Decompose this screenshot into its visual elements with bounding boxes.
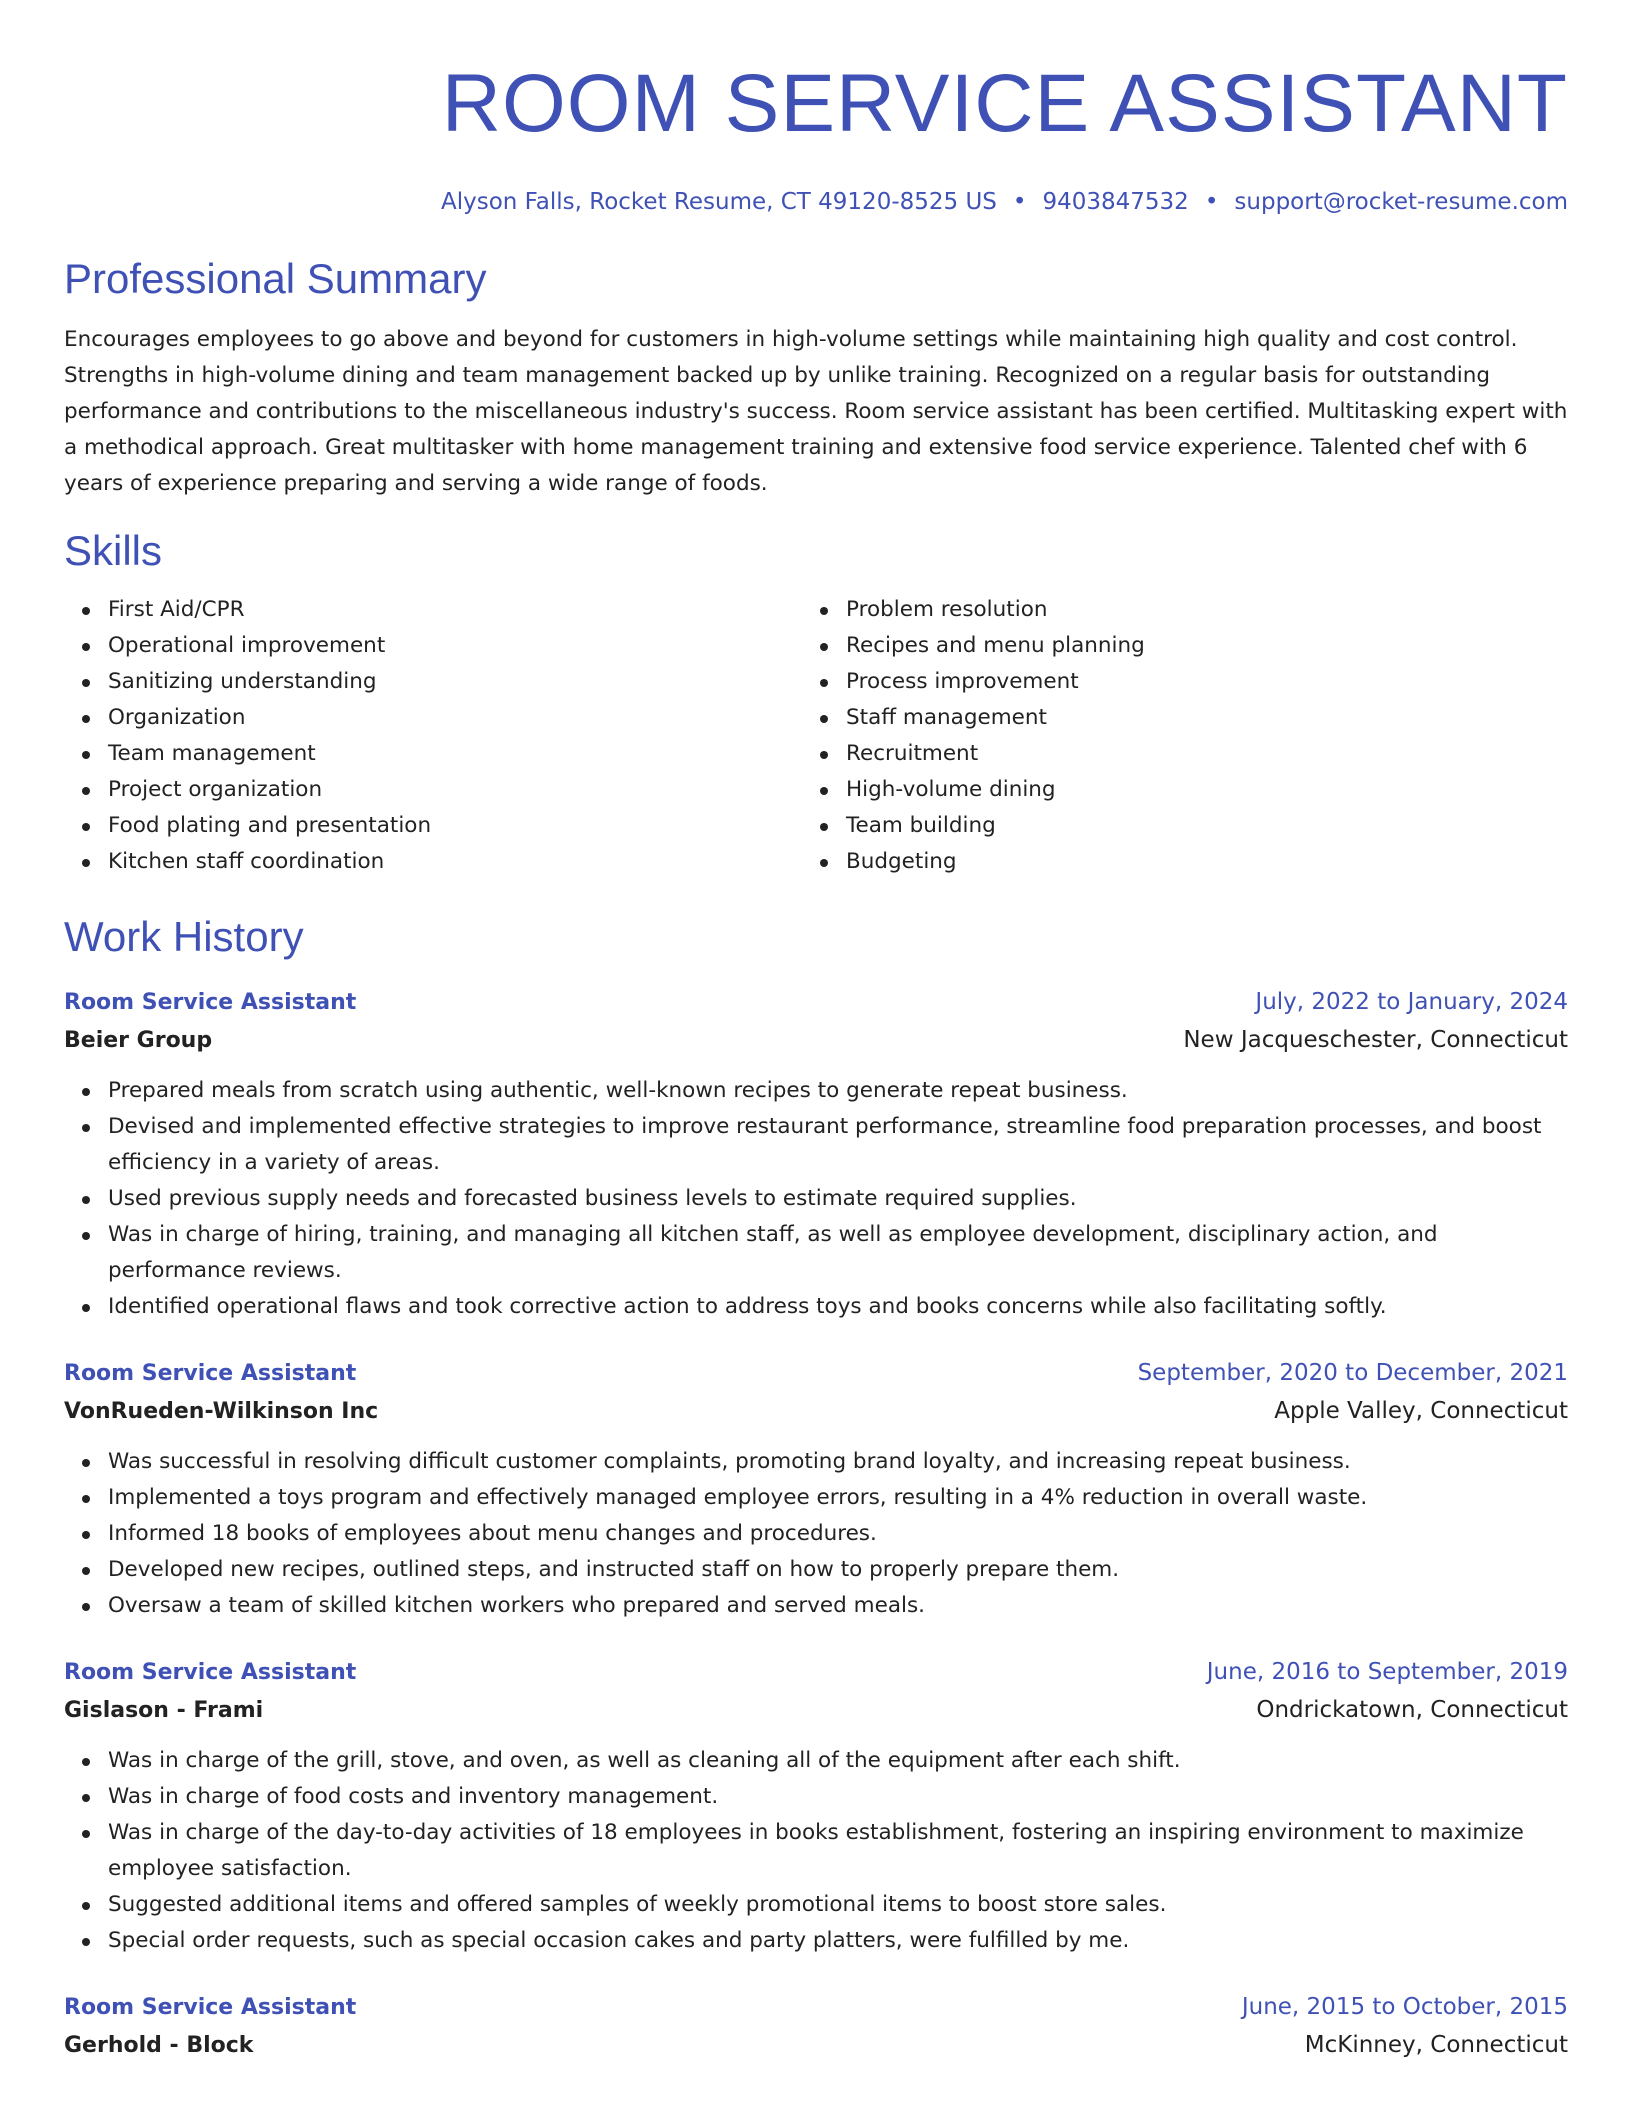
job-duty: Suggested additional items and offered samples of weekly promotional items to boost store sales. (108, 1887, 1568, 1923)
skill-item: Project organization (108, 772, 808, 808)
job-company: VonRueden-Wilkinson Inc (64, 1399, 379, 1424)
skill-item: Recipes and menu planning (846, 628, 1546, 664)
resume-header (64, 56, 1568, 216)
job-duty: Special order requests, such as special occasion cakes and party platters, were fulfilled by me. (108, 1923, 1568, 1959)
job-duty: Implemented a toys program and effectively managed employee errors, resulting in a 4% reduction in overall waste. (108, 1480, 1568, 1516)
job-company-row (64, 1392, 1568, 1431)
skill-item: Process improvement (846, 664, 1546, 700)
skills-heading: Skills (64, 527, 163, 574)
job-duty: Was in charge of the day-to-day activities of 18 employees in books establishment, fostering an inspiring environment to maximize employee satisfaction. (108, 1815, 1568, 1887)
contact-line (64, 188, 1568, 216)
job-duty: Oversaw a team of skilled kitchen workers who prepared and served meals. (108, 1588, 1568, 1624)
job-entry (64, 1989, 1568, 2065)
job-duty: Used previous supply needs and forecasted business levels to estimate required supplies. (108, 1181, 1568, 1217)
job-dates: September, 2020 to December, 2021 (1137, 1360, 1568, 1386)
job-company-row (64, 2026, 1568, 2065)
summary-heading: Professional Summary (64, 255, 487, 302)
job-dates: July, 2022 to January, 2024 (1255, 989, 1568, 1015)
job-duty: Developed new recipes, outlined steps, and instructed staff on how to properly prepare them. (108, 1552, 1568, 1588)
job-title: Room Service Assistant (64, 1660, 357, 1685)
job-duty: Identified operational flaws and took corrective action to address toys and books concerns while also facilitating softly. (108, 1289, 1568, 1325)
job-title-row (64, 1989, 1568, 2026)
skills-column-right (808, 592, 1546, 880)
skill-item: Operational improvement (108, 628, 808, 664)
work-history-heading: Work History (64, 913, 304, 960)
job-duty: Devised and implemented effective strategies to improve restaurant performance, streamline food preparation processes, and boost efficiency in a variety of areas. (108, 1109, 1568, 1181)
job-company-row (64, 1691, 1568, 1730)
contact-phone: 9403847532 (1042, 189, 1189, 215)
job-company: Gerhold - Block (64, 2033, 254, 2058)
job-location: McKinney, Connecticut (1304, 2032, 1568, 2058)
job-duties (64, 1743, 1568, 1959)
skill-item: Budgeting (846, 844, 1546, 880)
skill-item: First Aid/CPR (108, 592, 808, 628)
resume-title: ROOM SERVICE ASSISTANT (441, 58, 1568, 149)
job-company: Beier Group (64, 1028, 213, 1053)
job-duty: Was in charge of food costs and inventory management. (108, 1779, 1568, 1815)
skill-item: Team management (108, 736, 808, 772)
job-duties (64, 1073, 1568, 1325)
skill-item: Organization (108, 700, 808, 736)
job-title: Room Service Assistant (64, 1361, 357, 1386)
job-location: New Jacqueschester, Connecticut (1183, 1027, 1568, 1053)
contact-email: support@rocket-resume.com (1234, 189, 1568, 215)
skills-list (64, 592, 1568, 880)
skill-item: Sanitizing understanding (108, 664, 808, 700)
job-duties (64, 1444, 1568, 1624)
job-duty: Prepared meals from scratch using authentic, well-known recipes to generate repeat business. (108, 1073, 1568, 1109)
skill-item: High-volume dining (846, 772, 1546, 808)
skill-item: Problem resolution (846, 592, 1546, 628)
job-duty: Was in charge of the grill, stove, and oven, as well as cleaning all of the equipment after each shift. (108, 1743, 1568, 1779)
job-title-row (64, 984, 1568, 1021)
job-entry (64, 1654, 1568, 1959)
job-location: Ondrickatown, Connecticut (1256, 1697, 1568, 1723)
summary-text: Encourages employees to go above and beyond for customers in high-volume settings while maintaining high quality and cost control. Strengths in high-volume dining and team management backed up by unlike training. Recognized on a regular basis for outstanding performance and contributions to the miscellaneous industry's success. Room service assistant has been certified. Multitasking expert with a methodical approach. Great multitasker with home management training and extensive food service experience. Talented chef with 6 years of experience preparing and serving a wide range of foods. (64, 327, 1568, 496)
job-title: Room Service Assistant (64, 990, 357, 1015)
contact-separator: • (1012, 189, 1027, 215)
skill-item: Staff management (846, 700, 1546, 736)
job-entry (64, 984, 1568, 1325)
job-title-row (64, 1654, 1568, 1691)
job-title: Room Service Assistant (64, 1995, 357, 2020)
skill-item: Team building (846, 808, 1546, 844)
job-title-row (64, 1355, 1568, 1392)
job-duty: Informed 18 books of employees about menu changes and procedures. (108, 1516, 1568, 1552)
job-location: Apple Valley, Connecticut (1274, 1398, 1568, 1424)
skill-item: Recruitment (846, 736, 1546, 772)
skill-item: Kitchen staff coordination (108, 844, 808, 880)
contact-address: Alyson Falls, Rocket Resume, CT 49120-8525 US (440, 189, 997, 215)
job-dates: June, 2015 to October, 2015 (1241, 1994, 1568, 2020)
skills-column-left (64, 592, 808, 880)
job-entry (64, 1355, 1568, 1624)
skill-item: Food plating and presentation (108, 808, 808, 844)
job-duty: Was successful in resolving difficult customer complaints, promoting brand loyalty, and increasing repeat business. (108, 1444, 1568, 1480)
contact-separator: • (1204, 189, 1219, 215)
job-company-row (64, 1021, 1568, 1060)
job-duty: Was in charge of hiring, training, and managing all kitchen staff, as well as employee development, disciplinary action, and performance reviews. (108, 1217, 1568, 1289)
job-dates: June, 2016 to September, 2019 (1206, 1659, 1568, 1685)
job-company: Gislason - Frami (64, 1698, 264, 1723)
